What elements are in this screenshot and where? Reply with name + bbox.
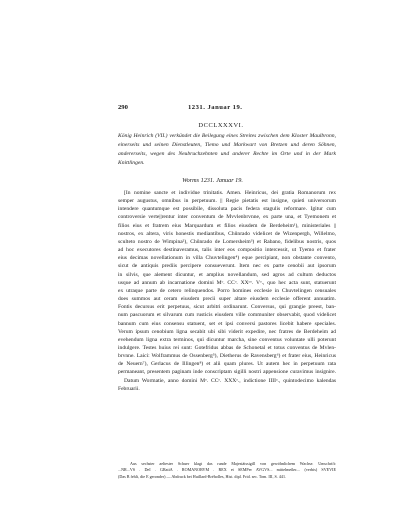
body-line: sculteto nostro de Wimpina²), Chůnrado de Lomersheim³) et Rabano, fidelibus nostris, quos <box>118 238 336 245</box>
footnote-line: Aus sechster aeltester Schuer klagt das runde Majestätssigill von gewöhnlichem Wachse. Umschrift: <box>130 461 336 466</box>
body-line: does summos aut ceram eiusdem precii super altare eiusdem ecclesie offerent annuatim. <box>118 296 336 303</box>
page-number: 290 <box>118 104 128 111</box>
body-line: ad hoc executores destinaveramus, talis inter eos compositio intercessit, ut Tyemo et frater <box>118 247 336 254</box>
body-line: de Neuern⁷), Gerlacus de Illingen⁸) et alii quam plures. Ut autem hec in perpetuum rata <box>118 361 336 368</box>
body-line: filios eius et fratrem eius Marquardum et filios eiusdem de Berdeheim¹), ministeriales || <box>118 222 336 229</box>
body-line: semper augustus, omnibus in perpetuum. || Regie pietatis est insigne, quieti universorum <box>118 198 336 205</box>
body-line: evehendum ligna extra terminos, qui dicuntur marcha, sine conventus voluntate ulli poterunt <box>118 336 336 343</box>
body-line: num pascuorum et silvarum cum rusticis eiusdem ville communiter observabit, quod videlicet <box>118 312 336 319</box>
body-line: nostros, ex altera, viris honestis mediantibus, Chůnrado videlicet de Wizenpergh, Willelmo, <box>118 230 336 237</box>
body-line: bannum cum eius consensu statuent, set et ipsi conversi pastores licebit habere speciales. <box>118 320 336 327</box>
body-line: controversie verte||rentur inter conventum de Mvvlenbrvnne, ex parte una, et Tyemonem et <box>118 214 336 221</box>
document-number: DCCLXXXVI. <box>198 122 244 129</box>
footnote-line: (Das B fehlt, die E geronder) — Abdruck bei Huillard-Bréholles, Hist. dipl. Frid. sec. Tom. III, S. 441. <box>118 473 287 479</box>
body-line: [In nomine sancte et individue trinitatis. Amen. Heinricus, dei gratia Romanorum rex <box>124 190 336 196</box>
footnote-line: ...NR...VS . DeI . GRatiA . ROMANORVM . REX et SEMPer AVGVS... mittelmeßer.... (verbis) SVEVIE <box>118 467 336 473</box>
regest-summary: König Heinrich (VII.) verkündet die Beilegung eines Streites zwischen dem Kloster Maulbronn, einerseits und seinen Dienstleuten, Tiemo und Markwart von Bretzen und deren Söhnen, andererseits, wegen des Neubruchzehnten und anderer Rechte im Orte und in der Mark Knittlingen. <box>118 133 336 167</box>
body-line: indulgere. Testes huius rei sunt: Gotefridus abbas de Schonetal et totus conventus de Mvlen- <box>118 344 336 351</box>
body-line: sicut de antiquis prediis percipere consueverunt. Item nec ex parte cenobii aut ipsorum <box>118 263 336 270</box>
body-line: Fontis decursus erit perpetuus, sicut arbitri ordinarunt. Conversus, qui grangie preest, ban- <box>118 304 336 311</box>
body-line: ex utraque parte de cetero relinquendos. Porro homines ecclesie in Chuvtelingen censuales <box>118 287 336 294</box>
running-head <box>118 104 307 114</box>
running-head-date: 1231. Januar 19. <box>188 104 243 111</box>
body-line: Februarii. <box>118 385 140 392</box>
body-line: Verum ipsum cenobium ligna secabit ubi sibi viderit expedire, nec fratres de Berdeheim ad <box>118 328 336 335</box>
footnotes <box>118 461 336 480</box>
body-line: intendere quantumque est possibile, dissoluta pacis federa stagulis reformare. Igitur cum <box>118 206 336 213</box>
body-line: brvnne. Laici: Wolframmus de Ossenberg⁵), Dietherus de Ravensberg⁶) et frater eius, Heinricus <box>118 353 336 360</box>
body-line: usque ad annum ab incarnatione domini Mᵒ. CCᵒ. XXᵒᵒ. Vᵒ., quo hec acta sunt, statuerunt <box>118 279 336 286</box>
body-line: Datum Wormatie, anno domini Mᵒ. CCᵒ. XXXᵒ., indictione IIIIᵃ., quintodecimo kalendas <box>124 377 336 384</box>
body-line: permaneant, presentem paginam inde conscriptam sigilli nostri appensione curavimus insignire. <box>118 369 336 376</box>
body-line: in silvis, que alement dicuntur, et amplius novellandum, sed agros ad cultum deductos <box>118 271 336 278</box>
charter-body-text <box>118 189 336 393</box>
place-date-line: Worms 1231. Januar 19. <box>182 177 243 184</box>
body-line: eius decimas novellationum in villa Chuvtelingen⁴) eque percipiant, non obstante convento, <box>118 255 336 262</box>
